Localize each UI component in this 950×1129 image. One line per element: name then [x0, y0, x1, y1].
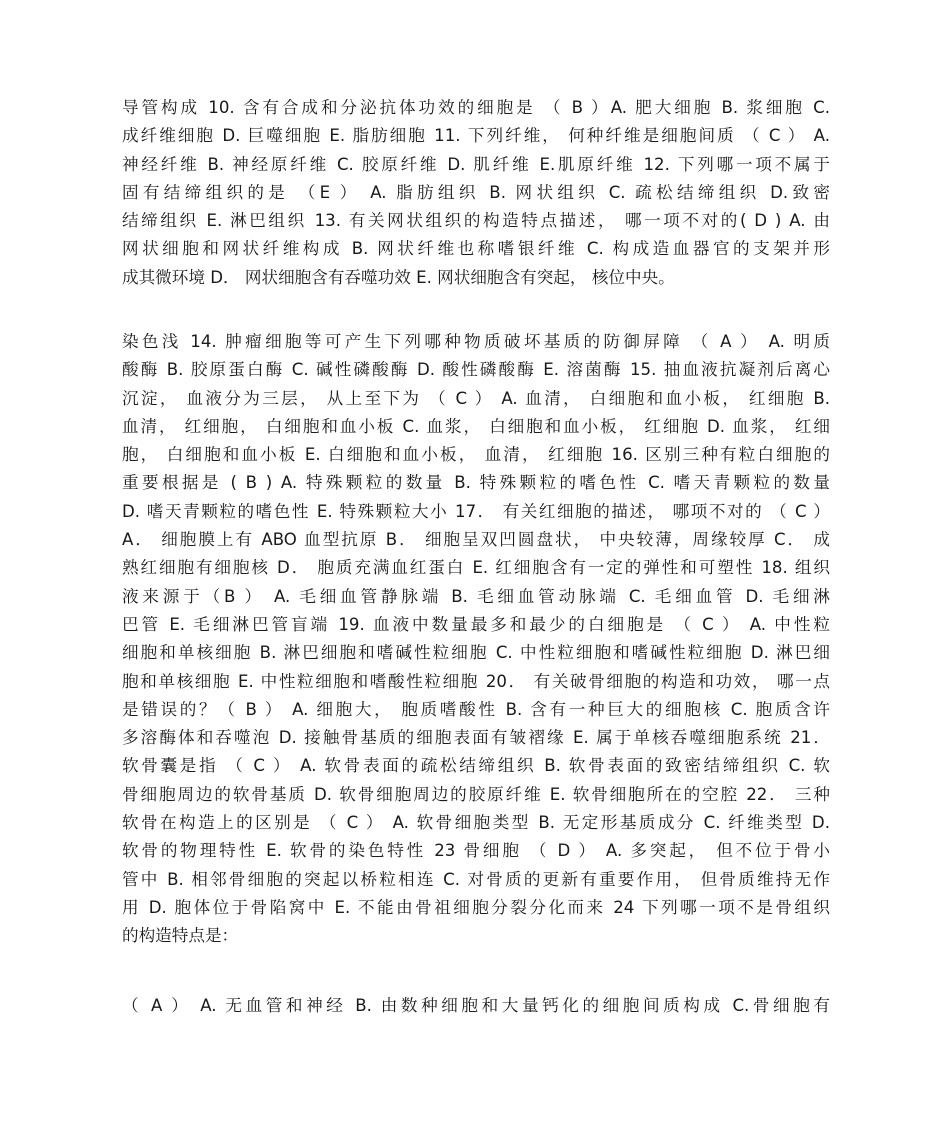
text-line: 熟红细胞有细胞核 D． 胞质充满血红蛋白 E. 红细胞含有一定的弹性和可塑性 18. 组织 [122, 558, 830, 578]
text-line: 酸酶 B. 胶原蛋白酶 C. 碱性磷酸酶 D. 酸性磷酸酶 E. 溶菌酶 15. 抽血液抗凝剂后离心 [122, 360, 830, 380]
text-line: 沉淀， 血液分为三层， 从上至下为 （ C ） A. 血清， 白细胞和血小板， 红细胞 B. [122, 388, 830, 408]
text-line: 胞和单核细胞 E. 中性粒细胞和嗜酸性粒细胞 20． 有关破骨细胞的构造和功效， 哪一点 [122, 671, 830, 691]
paragraph-2 [122, 328, 830, 951]
text-line: 重要根据是 ( B ) A. 特殊颗粒的数量 B. 特殊颗粒的嗜色性 C. 嗜天青颗粒的数量 [122, 473, 830, 493]
text-line: 软骨在构造上的区别是 （ C ） A. 软骨细胞类型 B. 无定形基质成分 C. 纤维类型 D. [122, 813, 830, 833]
text-line: 软骨囊是指 （ C ） A. 软骨表面的疏松结缔组织 B. 软骨表面的致密结缔组织 C. 软 [122, 756, 830, 776]
text-line: 胞， 白细胞和血小板 E. 白细胞和血小板， 血清， 红细胞 16. 区别三种有粒白细胞的 [122, 445, 830, 465]
text-line: 是错误的？（ B ） A. 细胞大， 胞质嗜酸性 B. 含有一种巨大的细胞核 C. 胞质含许 [122, 699, 830, 719]
text-line: 骨细胞周边的软骨基质 D. 软骨细胞周边的胶原纤维 E. 软骨细胞所在的空腔 22． 三种 [122, 784, 830, 804]
paragraph-3 [122, 992, 830, 1020]
text-line: 导管构成 10. 含有合成和分泌抗体功效的细胞是 （ B ）A. 肥大细胞 B. 浆细胞 C. [122, 98, 830, 117]
text-line: 多溶酶体和吞噬泡 D. 接触骨基质的细胞表面有皱褶缘 E. 属于单核吞噬细胞系统 21． [122, 728, 830, 748]
text-line: D. 嗜天青颗粒的嗜色性 E. 特殊颗粒大小 17． 有关红细胞的描述， 哪项不对的 （ C ） [122, 501, 830, 521]
text-line: 液来源于（B ） A. 毛细血管静脉端 B. 毛细血管动脉端 C. 毛细血管 D. 毛细淋 [122, 586, 830, 606]
text-line: 巴管 E. 毛细淋巴管盲端 19. 血液中数量最多和最少的白细胞是 （ C ） A. 中性粒 [122, 614, 830, 634]
text-line: 网状细胞和网状纤维构成 B. 网状纤维也称嗜银纤维 C. 构成造血器官的支架并形 [122, 239, 830, 259]
text-line: 固有结缔组织的是 （E ） A. 脂肪组织 B. 网状组织 C. 疏松结缔组织 D.致密 [122, 182, 830, 202]
text-line: 神经纤维 B. 神经原纤维 C. 胶原纤维 D. 肌纤维 E.肌原纤维 12. 下列哪一项不属于 [122, 154, 830, 174]
text-line: 成其微环境 D． 网状细胞含有吞噬功效 E. 网状细胞含有突起， 核位中央。 [122, 267, 675, 287]
paragraph-1 [122, 94, 830, 292]
text-line: （ A ） A. 无血管和神经 B. 由数种细胞和大量钙化的细胞间质构成 C.骨细胞有 [122, 996, 830, 1015]
text-line: 软骨的物理特性 E. 软骨的染色特性 23 骨细胞 （ D ） A. 多突起， 但不位于骨小 [122, 841, 830, 861]
text-line: 管中 B. 相邻骨细胞的突起以桥粒相连 C. 对骨质的更新有重要作用， 但骨质维持无作 [122, 869, 830, 889]
text-line: 细胞和单核细胞 B. 淋巴细胞和嗜碱性粒细胞 C. 中性粒细胞和嗜碱性粒细胞 D. 淋巴细 [122, 643, 830, 663]
text-line: A． 细胞膜上有 ABO 血型抗原 B． 细胞呈双凹圆盘状， 中央较薄，周缘较厚 C． 成 [122, 530, 830, 550]
text-line: 用 D. 胞体位于骨陷窝中 E. 不能由骨祖细胞分裂分化而来 24 下列哪一项不是骨组织 [122, 897, 830, 917]
text-line: 成纤维细胞 D. 巨噬细胞 E. 脂肪细胞 11. 下列纤维， 何种纤维是细胞间质 （ C ） A. [122, 126, 830, 146]
text-line: 的构造特点是： [122, 926, 239, 946]
text-line: 血清， 红细胞， 白细胞和血小板 C. 血浆， 白细胞和血小板， 红细胞 D. 血浆， 红细 [122, 416, 830, 436]
text-line: 染色浅 14. 肿瘤细胞等可产生下列哪种物质破坏基质的防御屏障 （ A ） A. 明质 [122, 332, 830, 351]
text-line: 结缔组织 E. 淋巴组织 13. 有关网状组织的构造特点描述， 哪一项不对的( D ) A. 由 [122, 211, 830, 231]
